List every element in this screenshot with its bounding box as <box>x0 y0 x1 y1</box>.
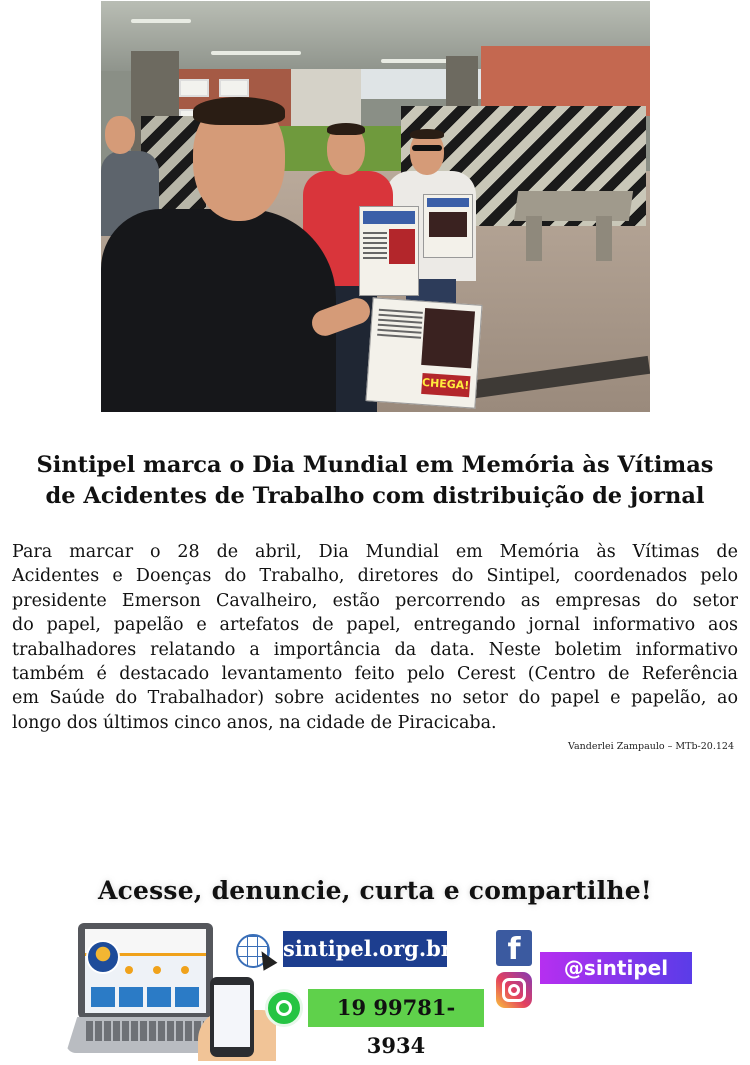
body-line: também é destacado levantamento feito pelo Cerest (Centro de Referência <box>12 663 738 684</box>
whatsapp-number[interactable]: 19 99781-3934 <box>308 989 484 1027</box>
body-line: do papel, papelão e artefatos de papel, entregando jornal informativo aos <box>12 615 738 636</box>
body-line: em Saúde do Trabalhador) sobre acidentes no setor do papel e papelão, ao <box>12 688 738 709</box>
whatsapp-icon <box>265 989 303 1027</box>
body-line: Para marcar o 28 de abril, Dia Mundial em Memória às Vítimas de <box>12 542 738 562</box>
byline: Vanderlei Zampaulo – MTb-20.124 <box>567 741 734 752</box>
sintipel-logo <box>86 940 120 974</box>
article-body <box>12 540 738 735</box>
smartphone-icon <box>210 977 254 1057</box>
newspaper <box>366 297 483 408</box>
article-photo <box>101 1 650 412</box>
newspaper <box>423 194 473 258</box>
body-line: presidente Emerson Cavalheiro, estão percorrendo as empresas do setor <box>12 590 738 611</box>
newspaper-headline: CHEGA! <box>421 373 470 397</box>
headline-line: Sintipel marca o Dia Mundial em Memória às Vítimas <box>36 452 714 478</box>
website-link[interactable]: sintipel.org.br <box>283 931 447 967</box>
body-line: trabalhadores relatando a importância da data. Neste boletim informativo <box>12 639 738 660</box>
person-foreground <box>101 99 371 412</box>
social-handle[interactable]: @sintipel <box>540 952 692 984</box>
instagram-icon[interactable] <box>496 972 532 1008</box>
body-line: Acidentes e Doenças do Trabalho, diretores do Sintipel, coordenados pelo <box>12 566 738 587</box>
facebook-icon[interactable]: f <box>496 930 532 966</box>
headline-line: de Acidentes de Trabalho com distribuição de jornal <box>45 483 705 509</box>
call-to-action: Acesse, denuncie, curta e compartilhe! <box>98 876 652 905</box>
body-line: longo dos últimos cinco anos, na cidade de Piracicaba. <box>12 712 497 733</box>
article-headline <box>0 450 750 512</box>
